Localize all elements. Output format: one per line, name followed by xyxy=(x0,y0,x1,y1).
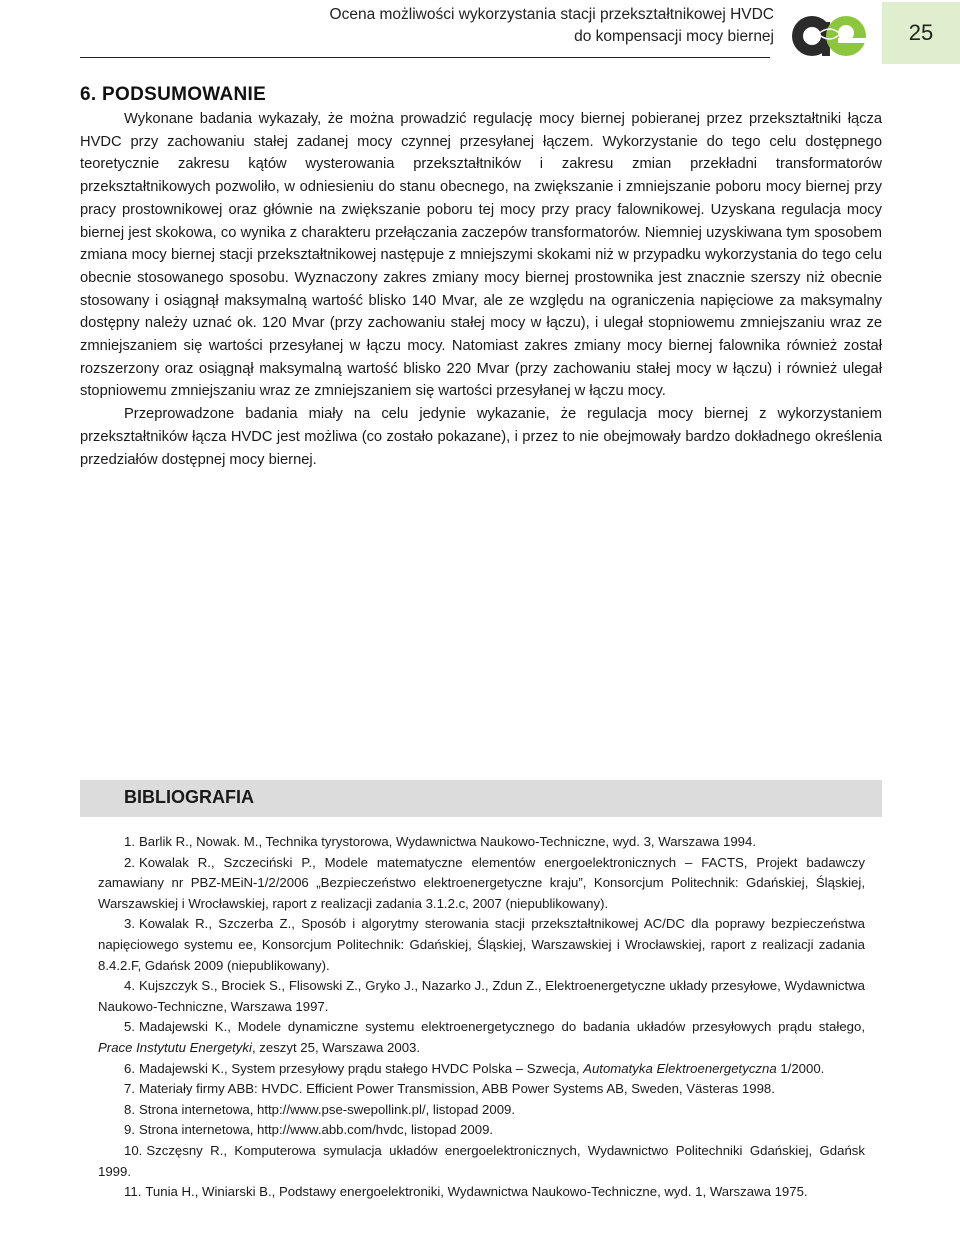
reference-number: 1. xyxy=(124,834,135,849)
reference-item xyxy=(98,1059,865,1080)
paragraph: Wykonane badania wykazały, że można prowadzić regulację mocy biernej pobieranej przez przekształtniki łącza HVDC przy zachowaniu stałej zadanej mocy czynnej przesyłanej łączem. Wykorzystanie do tego celu dostępnego teoretycznie zakresu kątów wysterowania przekształtników i zakresu zmian przekładni transformatorów przekształtnikowych pozwoliło, w odniesieniu do stanu obecnego, na zwiększanie i zmniejszanie poboru mocy biernej przy pracy prostownikowej oraz głównie na zwiększanie poboru tej mocy przy pracy falownikowej. Uzyskana regulacja mocy biernej jest skokowa, co wynika z charakteru przełączania zaczepów transformatorów. Niemniej uzyskiwana tym sposobem zmiana mocy biernej stacji przekształtnikowej następuje z mniejszymi skokami niż w przypadku wykorzystania do tego celu obecnie stosowanego sposobu. Wyznaczony zakres zmiany mocy biernej prostownika jest znacznie szerszy niż obecnie stosowany i osiągnął maksymalną wartość blisko 140 Mvar, ale ze względu na ograniczenia napięciowe za maksymalny dostępny należy uznać ok. 120 Mvar (przy zachowaniu stałej mocy w łączu), i ulegał stopniowemu zmniejszaniu wraz ze zmniejszaniem się wartości przesyłanej w łączu mocy. Natomiast zakres zmiany mocy biernej falownika również został rozszerzony oraz osiągnął maksymalną wartość blisko 220 Mvar (przy zachowaniu stałej mocy w łączu) i również ulegał stopniowemu zmniejszaniu wraz ze zmniejszaniem się wartości przesyłanej w łączu mocy. xyxy=(80,111,882,400)
reference-text-rest: , zeszyt 25, Warszawa 2003. xyxy=(251,1039,421,1055)
reference-journal: Automatyka Elektroenergetyczna xyxy=(583,1060,777,1076)
paragraph: Przeprowadzone badania miały na celu jedynie wykazanie, że regulacja mocy biernej z wykorzystaniem przekształtników łącza HVDC jest możliwa (co zostało pokazane), i przez to nie obejmowały bardzo dokładnego określenia przedziałów dostępnej mocy biernej. xyxy=(80,406,882,468)
reference-number: 6. xyxy=(124,1060,135,1076)
reference-item xyxy=(98,1141,865,1182)
reference-journal: Prace Instytutu Energetyki xyxy=(98,1039,252,1055)
reference-number: 4. xyxy=(124,978,135,994)
bibliography-heading: BIBLIOGRAFIA xyxy=(124,787,254,807)
reference-text: Strona internetowa, http://www.abb.com/hvdc, listopad 2009. xyxy=(139,1122,494,1138)
reference-text: Tunia H., Winiarski B., Podstawy energoelektroniki, Wydawnictwa Naukowo-Techniczne, wyd. 1, Warszawa 1975. xyxy=(145,1184,808,1200)
page-number: 25 xyxy=(882,2,960,64)
journal-logo xyxy=(788,8,872,60)
running-header-line1: Ocena możliwości wykorzystania stacji przekształtnikowej HVDC xyxy=(329,6,774,23)
reference-item xyxy=(98,853,865,915)
reference-number: 9. xyxy=(124,1122,135,1138)
reference-item xyxy=(98,832,865,853)
reference-text: Strona internetowa, http://www.pse-swepollink.pl/, listopad 2009. xyxy=(139,1101,516,1117)
reference-number: 5. xyxy=(124,1019,135,1035)
reference-number: 10. xyxy=(124,1142,143,1158)
reference-number: 8. xyxy=(124,1101,135,1117)
logo-text: ae xyxy=(830,58,832,59)
reference-text: Barlik R., Nowak. M., Technika tyrystorowa, Wydawnictwa Naukowo-Techniczne, wyd. 3, Warszawa 1994. xyxy=(139,834,756,849)
reference-number: 2. xyxy=(124,854,135,870)
reference-item xyxy=(98,914,865,976)
reference-item xyxy=(98,976,865,1017)
reference-text: Kowalak R., Szczeciński P., Modele matematyczne elementów energoelektronicznych – FACTS, Projekt badawczy zamawiany nr PBZ-MEiN-1/2/2006 „Bezpieczeństwo elektroenergetyczne kraju”, Konsorcjum Politechnik: Gdańskiej, Śląskiej, Warszawskiej i Wrocławskiej, raport z realizacji zadania 3.1.2.c, 2007 (niepublikowany). xyxy=(98,854,865,911)
section-heading: 6. PODSUMOWANIE xyxy=(80,84,267,105)
header-divider xyxy=(80,57,770,58)
reference-item xyxy=(98,1182,865,1203)
reference-number: 3. xyxy=(124,916,135,932)
summary-body xyxy=(80,108,882,471)
reference-text: Kowalak R., Szczerba Z., Sposób i algorytmy sterowania stacji przekształtnikowej AC/DC dla poprawy bezpieczeństwa napięciowego systemu ee, Konsorcjum Politechnik: Gdańskiej, Śląskiej, Warszawskiej i Wrocławskiej, raport z realizacji zadania 8.4.2.F, Gdańsk 2009 (niepublikowany). xyxy=(98,916,865,973)
running-header xyxy=(280,4,774,48)
reference-number: 11. xyxy=(124,1184,142,1200)
reference-text: Madajewski K., Modele dynamiczne systemu elektroenergetycznego do badania układów przesyłowych prądu stałego, xyxy=(139,1019,865,1035)
reference-number: 7. xyxy=(124,1081,135,1097)
reference-item xyxy=(98,1079,865,1100)
reference-text: Kujszczyk S., Brociek S., Flisowski Z., Gryko J., Nazarko J., Zdun Z., Elektroenergetyczne układy przesyłowe, Wydawnictwa Naukowo-Techniczne, Warszawa 1997. xyxy=(98,978,865,1014)
bibliography-list xyxy=(98,832,865,1203)
reference-item xyxy=(98,1100,865,1121)
reference-text: Materiały firmy ABB: HVDC. Efficient Power Transmission, ABB Power Systems AB, Sweden, Västeras 1998. xyxy=(139,1081,775,1097)
reference-text: Szczęsny R., Komputerowa symulacja układów energoelektronicznych, Wydawnictwo Politechniki Gdańskiej, Gdańsk 1999. xyxy=(98,1142,865,1179)
running-header-line2: do kompensacji mocy biernej xyxy=(574,28,774,45)
reference-text: Madajewski K., System przesyłowy prądu stałego HVDC Polska – Szwecja, xyxy=(139,1060,584,1076)
reference-text-rest: 1/2000. xyxy=(776,1060,825,1076)
reference-item xyxy=(98,1017,865,1058)
reference-item xyxy=(98,1120,865,1141)
